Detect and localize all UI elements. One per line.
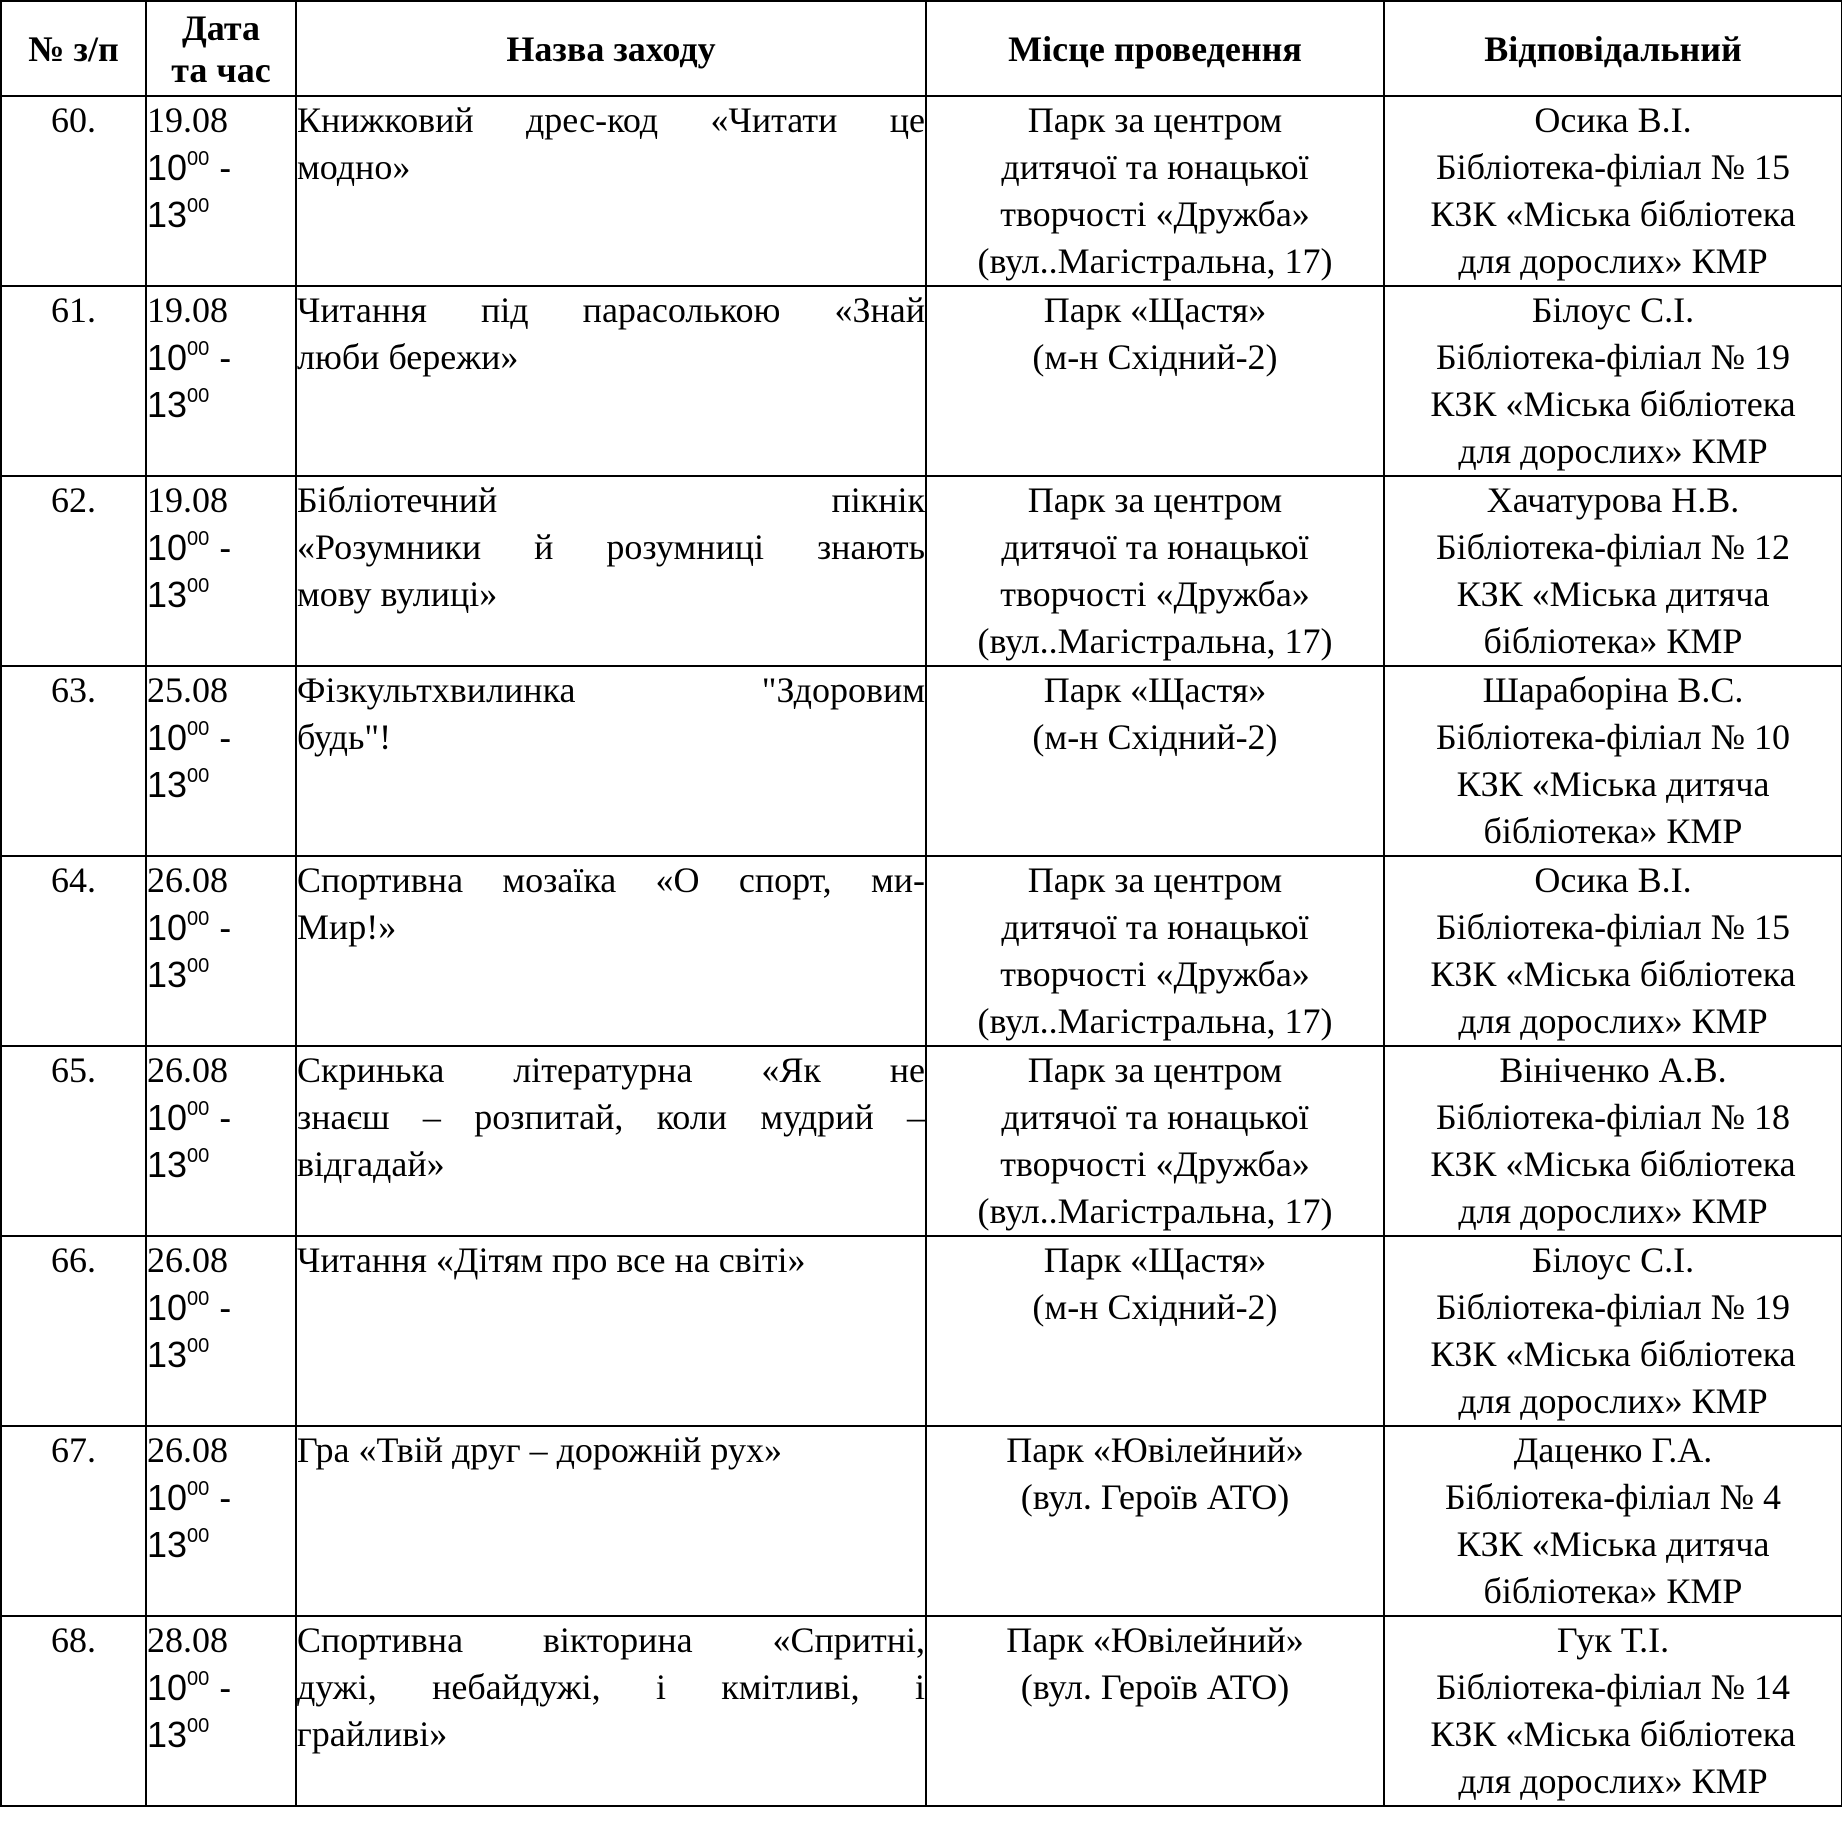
place-line: творчості «Дружба» <box>1000 194 1310 234</box>
row-event-title <box>296 96 926 286</box>
place-line: творчості «Дружба» <box>1000 1144 1310 1184</box>
place-line: Парк «Ювілейний» <box>1006 1620 1304 1660</box>
responsible-org-line: Бібліотека-філіал № 18 <box>1435 1097 1791 1137</box>
responsible-org-line: бібліотека» КМР <box>1483 1571 1743 1611</box>
row-time-start: $10^{00}$ - <box>147 1097 232 1138</box>
place-line: дитячої та юнацької <box>1001 147 1309 187</box>
table-row <box>1 666 1842 856</box>
responsible-person: Хачатурова Н.В. <box>1486 480 1740 520</box>
row-place <box>926 476 1384 666</box>
time-start-hour: 10 <box>147 1097 188 1138</box>
place-line: (м-н Східний-2) <box>1032 717 1278 757</box>
responsible-org-line: Бібліотека-філіал № 4 <box>1444 1477 1782 1517</box>
responsible-person: Даценко Г.А. <box>1513 1430 1713 1470</box>
row-time-start: $10^{00}$ - <box>147 907 232 948</box>
responsible-person: Білоус С.І. <box>1531 1240 1695 1280</box>
row-time-start: $10^{00}$ - <box>147 717 232 758</box>
row-place <box>926 1236 1384 1426</box>
time-end-minutes: 00 <box>187 955 210 977</box>
place-line: Парк «Щастя» <box>1043 290 1267 330</box>
row-date: 28.08 <box>147 1620 228 1660</box>
row-responsible <box>1384 1616 1842 1806</box>
place-line: творчості «Дружба» <box>1000 574 1310 614</box>
event-title-line: дужі, небайдужі, і кмітливі, і <box>297 1667 925 1707</box>
event-title-line: Мир!» <box>297 907 397 947</box>
responsible-org-line: КЗК «Міська бібліотека <box>1430 1714 1796 1754</box>
place-line: творчості «Дружба» <box>1000 954 1310 994</box>
row-event-title <box>296 476 926 666</box>
row-time-end <box>147 1141 295 1188</box>
time-end-minutes: 00 <box>187 765 210 787</box>
time-start-minutes: 00 <box>187 528 210 550</box>
event-title-line: Читання «Дітям про все на світі» <box>297 1240 806 1280</box>
time-end-hour: 13 <box>147 1144 188 1185</box>
row-time-start: $10^{00}$ - <box>147 337 232 378</box>
event-title-line: Спортивна вікторина «Спритні, <box>297 1620 925 1660</box>
responsible-org-line: Бібліотека-філіал № 14 <box>1435 1667 1791 1707</box>
row-number: 61. <box>1 286 146 476</box>
row-event-title <box>296 1616 926 1806</box>
place-line: дитячої та юнацької <box>1001 527 1309 567</box>
event-title-line: грайливі» <box>297 1714 448 1754</box>
row-date: 19.08 <box>147 100 228 140</box>
row-date-time <box>146 1236 296 1426</box>
row-event-title <box>296 666 926 856</box>
responsible-person: Вініченко А.В. <box>1499 1050 1727 1090</box>
event-title-line: Скринька літературна «Як не <box>297 1050 925 1090</box>
time-end-hour: 13 <box>147 574 188 615</box>
row-place <box>926 1426 1384 1616</box>
time-start-minutes: 00 <box>187 1478 210 1500</box>
row-time-start: $10^{00}$ - <box>147 147 232 188</box>
responsible-org-line: КЗК «Міська бібліотека <box>1430 1144 1796 1184</box>
table-row <box>1 1236 1842 1426</box>
time-start-minutes: 00 <box>187 718 210 740</box>
time-start-hour: 10 <box>147 1477 188 1518</box>
place-line: (вул. Героїв АТО) <box>1020 1667 1290 1707</box>
row-time-start: $10^{00}$ - <box>147 1477 232 1518</box>
row-date: 26.08 <box>147 1240 228 1280</box>
responsible-person: Гук Т.І. <box>1556 1620 1670 1660</box>
row-time-end <box>147 761 295 808</box>
row-responsible <box>1384 1426 1842 1616</box>
responsible-org-line: Бібліотека-філіал № 15 <box>1435 907 1791 947</box>
row-place <box>926 1616 1384 1806</box>
row-responsible <box>1384 476 1842 666</box>
row-number: 68. <box>1 1616 146 1806</box>
event-title-line: Книжковий дрес-код «Читати це <box>297 100 925 140</box>
event-title-line: Спортивна мозаїка «О спорт, ми- <box>297 860 925 900</box>
header-responsible: Відповідальний <box>1384 1 1842 96</box>
table-row <box>1 856 1842 1046</box>
event-title-line: Фізкультхвилинка "Здоровим <box>297 670 925 710</box>
place-line: (вул. Героїв АТО) <box>1020 1477 1290 1517</box>
time-end-minutes: 00 <box>187 385 210 407</box>
time-start-hour: 10 <box>147 337 188 378</box>
row-time-end <box>147 191 295 238</box>
responsible-org-line: для дорослих» КМР <box>1458 1381 1768 1421</box>
place-line: Парк за центром <box>1027 100 1283 140</box>
responsible-org-line: для дорослих» КМР <box>1458 1191 1768 1231</box>
place-line: (вул..Магістральна, 17) <box>977 1191 1333 1231</box>
responsible-org-line: для дорослих» КМР <box>1458 241 1768 281</box>
row-responsible <box>1384 1046 1842 1236</box>
responsible-org-line: бібліотека» КМР <box>1483 621 1743 661</box>
event-title-line: Читання під парасолькою «Знай <box>297 290 925 330</box>
row-time-end <box>147 571 295 618</box>
time-end-hour: 13 <box>147 1334 188 1375</box>
row-place <box>926 1046 1384 1236</box>
time-start-hour: 10 <box>147 907 188 948</box>
row-place <box>926 666 1384 856</box>
event-title-line: модно» <box>297 147 411 187</box>
event-title-line: мову вулиці» <box>297 574 498 614</box>
row-date-time <box>146 476 296 666</box>
row-event-title <box>296 1236 926 1426</box>
place-line: (вул..Магістральна, 17) <box>977 621 1333 661</box>
row-time-start: $10^{00}$ - <box>147 1667 232 1708</box>
time-end-hour: 13 <box>147 1524 188 1565</box>
time-start-hour: 10 <box>147 717 188 758</box>
responsible-org-line: Бібліотека-філіал № 19 <box>1435 337 1791 377</box>
row-date-time <box>146 666 296 856</box>
responsible-org-line: для дорослих» КМР <box>1458 1761 1768 1801</box>
place-line: (вул..Магістральна, 17) <box>977 241 1333 281</box>
event-title-line: люби бережи» <box>297 337 519 377</box>
time-start-minutes: 00 <box>187 338 210 360</box>
header-place: Місце проведення <box>926 1 1384 96</box>
responsible-org-line: Бібліотека-філіал № 10 <box>1435 717 1791 757</box>
responsible-org-line: Бібліотека-філіал № 12 <box>1435 527 1791 567</box>
responsible-org-line: КЗК «Міська дитяча <box>1456 574 1770 614</box>
row-time-end <box>147 1521 295 1568</box>
row-event-title <box>296 1046 926 1236</box>
header-num: № з/п <box>1 1 146 96</box>
time-start-minutes: 00 <box>187 908 210 930</box>
time-end-minutes: 00 <box>187 1525 210 1547</box>
row-time-end <box>147 381 295 428</box>
time-start-minutes: 00 <box>187 1288 210 1310</box>
time-start-hour: 10 <box>147 527 188 568</box>
row-number: 65. <box>1 1046 146 1236</box>
row-place <box>926 856 1384 1046</box>
event-title-line: Гра «Твій друг – дорожній рух» <box>297 1430 782 1470</box>
row-date: 19.08 <box>147 480 228 520</box>
table-body <box>1 96 1842 1806</box>
responsible-org-line: для дорослих» КМР <box>1458 1001 1768 1041</box>
event-title-line: «Розумники й розумниці знають <box>297 527 925 567</box>
place-line: дитячої та юнацької <box>1001 1097 1309 1137</box>
responsible-org-line: КЗК «Міська дитяча <box>1456 764 1770 804</box>
time-end-hour: 13 <box>147 954 188 995</box>
row-event-title <box>296 856 926 1046</box>
place-line: Парк «Щастя» <box>1043 1240 1267 1280</box>
responsible-org-line: КЗК «Міська бібліотека <box>1430 194 1796 234</box>
time-end-minutes: 00 <box>187 1145 210 1167</box>
time-end-minutes: 00 <box>187 1715 210 1737</box>
row-event-title <box>296 286 926 476</box>
responsible-org-line: Бібліотека-філіал № 19 <box>1435 1287 1791 1327</box>
row-number: 60. <box>1 96 146 286</box>
event-title-line: знаєш – розпитай, коли мудрий – <box>297 1097 925 1137</box>
event-title-line: будь"! <box>297 717 392 757</box>
responsible-person: Осика В.І. <box>1534 100 1692 140</box>
row-event-title <box>296 1426 926 1616</box>
row-responsible <box>1384 1236 1842 1426</box>
row-number: 64. <box>1 856 146 1046</box>
time-end-minutes: 00 <box>187 1335 210 1357</box>
header-title: Назва заходу <box>296 1 926 96</box>
table-row <box>1 1616 1842 1806</box>
row-place <box>926 286 1384 476</box>
row-date: 26.08 <box>147 860 228 900</box>
row-number: 67. <box>1 1426 146 1616</box>
row-responsible <box>1384 286 1842 476</box>
place-line: (вул..Магістральна, 17) <box>977 1001 1333 1041</box>
responsible-org-line: КЗК «Міська бібліотека <box>1430 384 1796 424</box>
row-date: 19.08 <box>147 290 228 330</box>
place-line: Парк за центром <box>1027 480 1283 520</box>
time-start-minutes: 00 <box>187 1098 210 1120</box>
row-number: 66. <box>1 1236 146 1426</box>
place-line: Парк «Ювілейний» <box>1006 1430 1304 1470</box>
row-number: 62. <box>1 476 146 666</box>
row-time-start: $10^{00}$ - <box>147 527 232 568</box>
row-responsible <box>1384 96 1842 286</box>
row-date-time <box>146 856 296 1046</box>
row-number: 63. <box>1 666 146 856</box>
time-end-hour: 13 <box>147 1714 188 1755</box>
time-end-minutes: 00 <box>187 575 210 597</box>
responsible-person: Осика В.І. <box>1534 860 1692 900</box>
time-start-minutes: 00 <box>187 148 210 170</box>
responsible-org-line: Бібліотека-філіал № 15 <box>1435 147 1791 187</box>
responsible-person: Шараборіна В.С. <box>1482 670 1744 710</box>
table-row <box>1 96 1842 286</box>
row-date: 26.08 <box>147 1050 228 1090</box>
row-time-end <box>147 951 295 998</box>
row-place <box>926 96 1384 286</box>
table-row <box>1 1046 1842 1236</box>
table-row <box>1 1426 1842 1616</box>
time-start-minutes: 00 <box>187 1668 210 1690</box>
table-row <box>1 476 1842 666</box>
table-header-row <box>1 1 1842 96</box>
header-date-line2: та час <box>171 49 271 90</box>
row-time-start: $10^{00}$ - <box>147 1287 232 1328</box>
time-start-hour: 10 <box>147 1287 188 1328</box>
place-line: Парк «Щастя» <box>1043 670 1267 710</box>
row-responsible <box>1384 666 1842 856</box>
event-title-line: Бібліотечний пікнік <box>297 480 925 520</box>
time-start-hour: 10 <box>147 147 188 188</box>
time-end-hour: 13 <box>147 194 188 235</box>
place-line: (м-н Східний-2) <box>1032 1287 1278 1327</box>
responsible-org-line: КЗК «Міська бібліотека <box>1430 1334 1796 1374</box>
header-date <box>146 1 296 96</box>
row-date-time <box>146 286 296 476</box>
time-end-hour: 13 <box>147 384 188 425</box>
place-line: Парк за центром <box>1027 860 1283 900</box>
row-responsible <box>1384 856 1842 1046</box>
row-date: 26.08 <box>147 1430 228 1470</box>
row-time-end <box>147 1331 295 1378</box>
row-time-end <box>147 1711 295 1758</box>
row-date-time <box>146 1426 296 1616</box>
row-date-time <box>146 96 296 286</box>
place-line: дитячої та юнацької <box>1001 907 1309 947</box>
row-date-time <box>146 1616 296 1806</box>
time-end-minutes: 00 <box>187 195 210 217</box>
row-date: 25.08 <box>147 670 228 710</box>
place-line: (м-н Східний-2) <box>1032 337 1278 377</box>
responsible-person: Білоус С.І. <box>1531 290 1695 330</box>
row-date-time <box>146 1046 296 1236</box>
event-title-line: відгадай» <box>297 1144 445 1184</box>
responsible-org-line: бібліотека» КМР <box>1483 811 1743 851</box>
time-end-hour: 13 <box>147 764 188 805</box>
header-date-line1: Дата <box>182 7 260 48</box>
responsible-org-line: КЗК «Міська дитяча <box>1456 1524 1770 1564</box>
responsible-org-line: для дорослих» КМР <box>1458 431 1768 471</box>
place-line: Парк за центром <box>1027 1050 1283 1090</box>
time-start-hour: 10 <box>147 1667 188 1708</box>
table-row <box>1 286 1842 476</box>
responsible-org-line: КЗК «Міська бібліотека <box>1430 954 1796 994</box>
